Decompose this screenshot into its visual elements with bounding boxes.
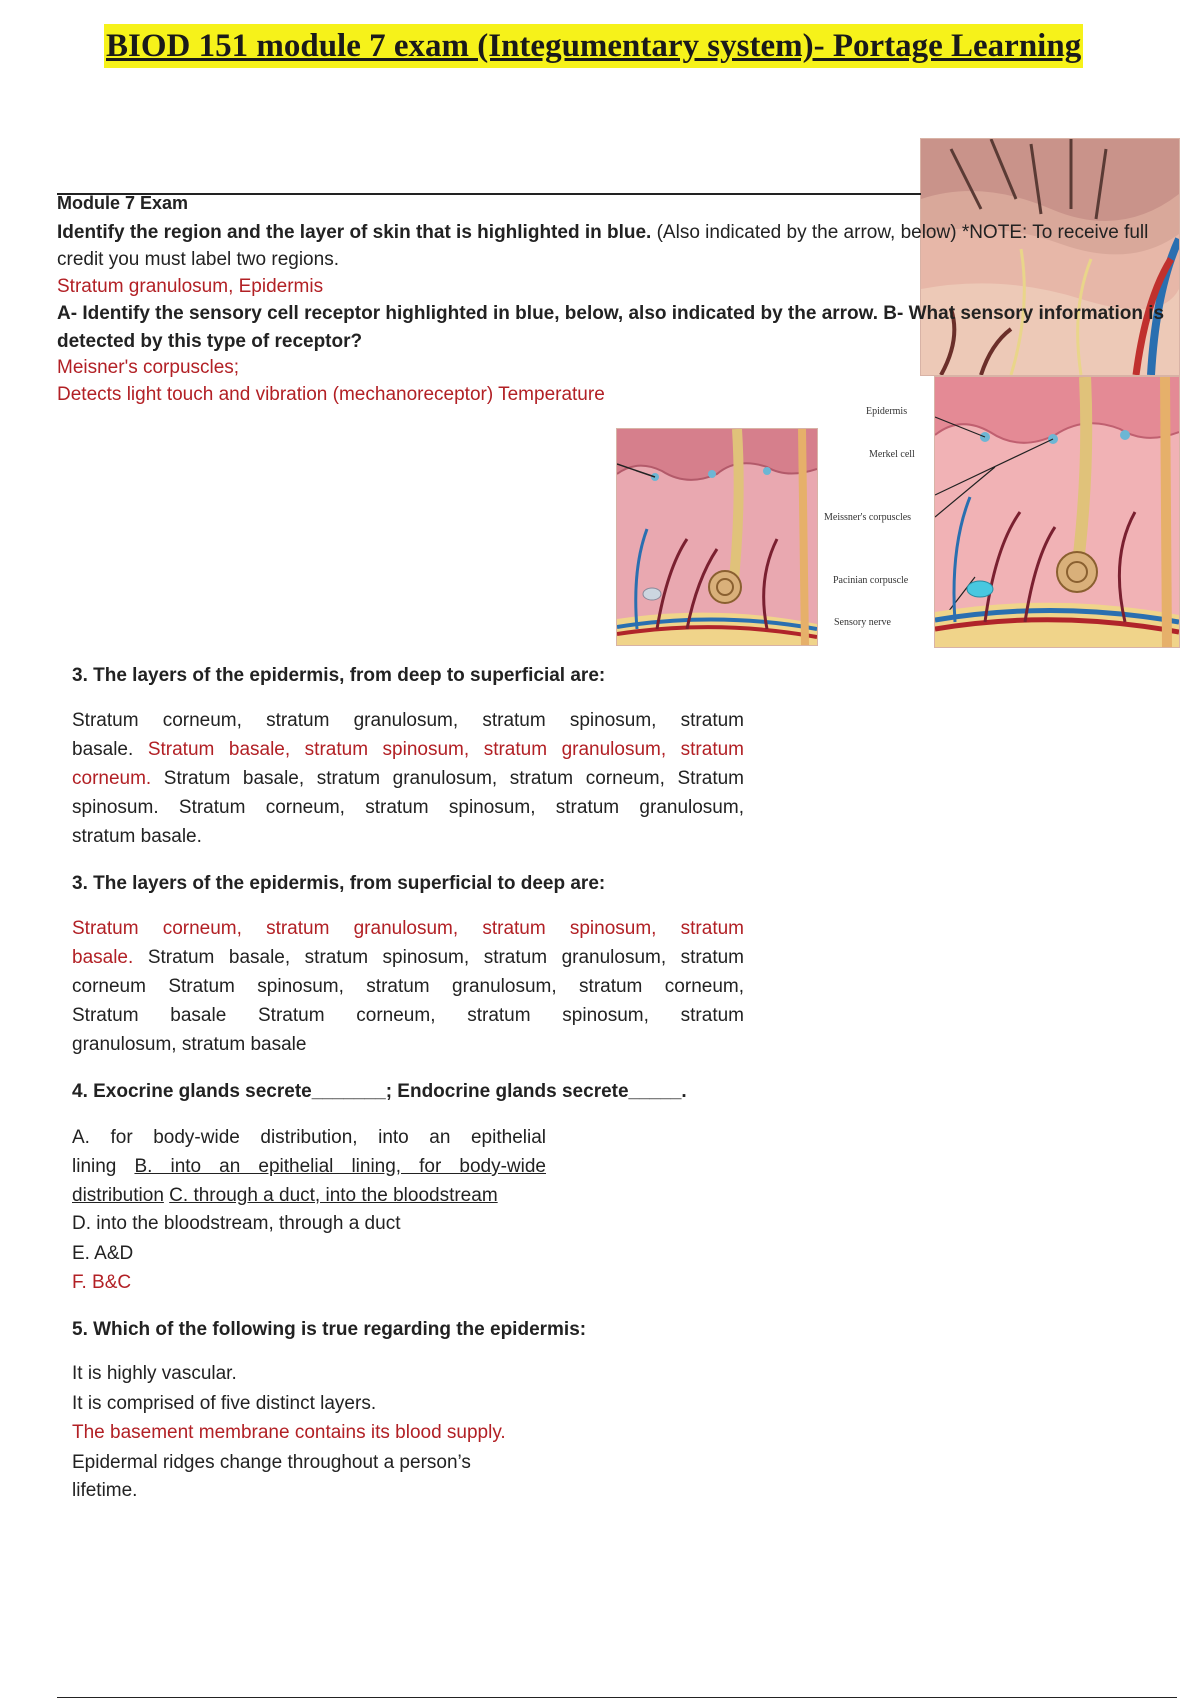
- q3a-line3b: Stratum basale, stratum granulosum, stratum corneum, Stratum: [163, 768, 744, 789]
- q1-prompt-line2: credit you must label two regions.: [57, 249, 339, 270]
- q4-line3: [72, 1182, 498, 1209]
- q4-option-e: E. A&D: [72, 1243, 134, 1264]
- label-merkel-cell: Merkel cell: [869, 449, 915, 460]
- q5-option-2: It is comprised of five distinct layers.: [72, 1393, 377, 1414]
- q1-answer: Stratum granulosum, Epidermis: [57, 276, 324, 297]
- footer-rule: [57, 1697, 1177, 1698]
- skin-section-illustration-right: [935, 377, 1179, 647]
- q4-option-b: B. into an epithelial lining, for body-wide: [134, 1156, 547, 1177]
- q3b-line4: Stratum basale Stratum corneum, stratum spinosum, stratum: [72, 1005, 744, 1026]
- label-meissners-corpuscles: Meissner's corpuscles: [824, 512, 912, 523]
- q5-option-3: The basement membrane contains its blood supply.: [72, 1422, 506, 1443]
- skin-hair-image: [920, 138, 1180, 376]
- label-epidermis: Epidermis: [866, 406, 908, 417]
- q3a-line2b: Stratum basale, stratum spinosum, stratum granulosum, stratum: [147, 739, 745, 760]
- q1-prompt-rest: (Also indicated by the arrow, below) *NOTE: To receive full: [651, 222, 1149, 243]
- q3b-line3: corneum Stratum spinosum, stratum granulosum, stratum corneum,: [72, 976, 744, 997]
- q4-line3a: distribution: [72, 1185, 164, 1206]
- skin-section-image-left: [616, 428, 818, 646]
- q5-option-1: It is highly vascular.: [72, 1363, 237, 1384]
- q4-heading: 4. Exocrine glands secrete_______; Endocrine glands secrete_____.: [72, 1081, 687, 1102]
- q1-prompt-bold: Identify the region and the layer of skin that is highlighted in blue.: [57, 222, 652, 243]
- q5-heading: 5. Which of the following is true regarding the epidermis:: [72, 1319, 587, 1340]
- q2-answer-1: Meisner's corpuscles;: [57, 357, 240, 378]
- q4-option-d: D. into the bloodstream, through a duct: [72, 1213, 401, 1234]
- q3b-line5: granulosum, stratum basale: [72, 1034, 307, 1055]
- q2-prompt-line2: detected by this type of receptor?: [57, 331, 363, 352]
- q3b-line2b: Stratum basale, stratum spinosum, stratum granulosum, stratum: [147, 947, 745, 968]
- q3a-line1: Stratum corneum, stratum granulosum, stratum spinosum, stratum: [72, 710, 744, 731]
- skin-section-illustration-left: [617, 429, 817, 645]
- document-title: BIOD 151 module 7 exam (Integumentary system)- Portage Learning: [104, 24, 1083, 68]
- q4-line2: [72, 1153, 546, 1180]
- q3a-heading: 3. The layers of the epidermis, from deep to superficial are:: [72, 665, 606, 686]
- q4-option-f: F. B&C: [72, 1272, 132, 1293]
- q3b-heading: 3. The layers of the epidermis, from superficial to deep are:: [72, 873, 606, 894]
- q3a-line4: spinosum. Stratum corneum, stratum spinosum, stratum granulosum,: [72, 797, 744, 818]
- q2-answer-2: Detects light touch and vibration (mechanoreceptor) Temperature: [57, 384, 605, 405]
- skin-hair-illustration: [921, 139, 1179, 375]
- q2-prompt-line1: A- Identify the sensory cell receptor highlighted in blue, below, also indicated by the arrow. B- What sensory information is: [57, 303, 1165, 324]
- q4-line2a: lining: [72, 1156, 117, 1177]
- module-heading: Module 7 Exam: [57, 193, 189, 213]
- q4-option-a: A. for body-wide distribution, into an epithelial: [72, 1127, 546, 1148]
- q3a-line3a: corneum.: [72, 768, 152, 789]
- skin-section-image-right: [934, 376, 1180, 648]
- q5-option-4: Epidermal ridges change throughout a person’s: [72, 1452, 471, 1473]
- q3a-line5: stratum basale.: [72, 826, 202, 847]
- label-sensory-nerve: Sensory nerve: [834, 617, 891, 628]
- q3a-line3: [72, 765, 744, 792]
- q3b-line1: Stratum corneum, stratum granulosum, stratum spinosum, stratum: [72, 918, 744, 939]
- label-pacinian-corpuscle: Pacinian corpuscle: [833, 575, 909, 586]
- q1-prompt: [57, 219, 1148, 246]
- q3b-line2: [72, 944, 744, 971]
- q5-option-4-cont: lifetime.: [72, 1480, 138, 1501]
- q3b-line2a: basale.: [72, 947, 134, 968]
- q3a-line2: [72, 736, 744, 763]
- q4-option-c: C. through a duct, into the bloodstream: [169, 1185, 498, 1206]
- q3a-line2a: basale.: [72, 739, 134, 760]
